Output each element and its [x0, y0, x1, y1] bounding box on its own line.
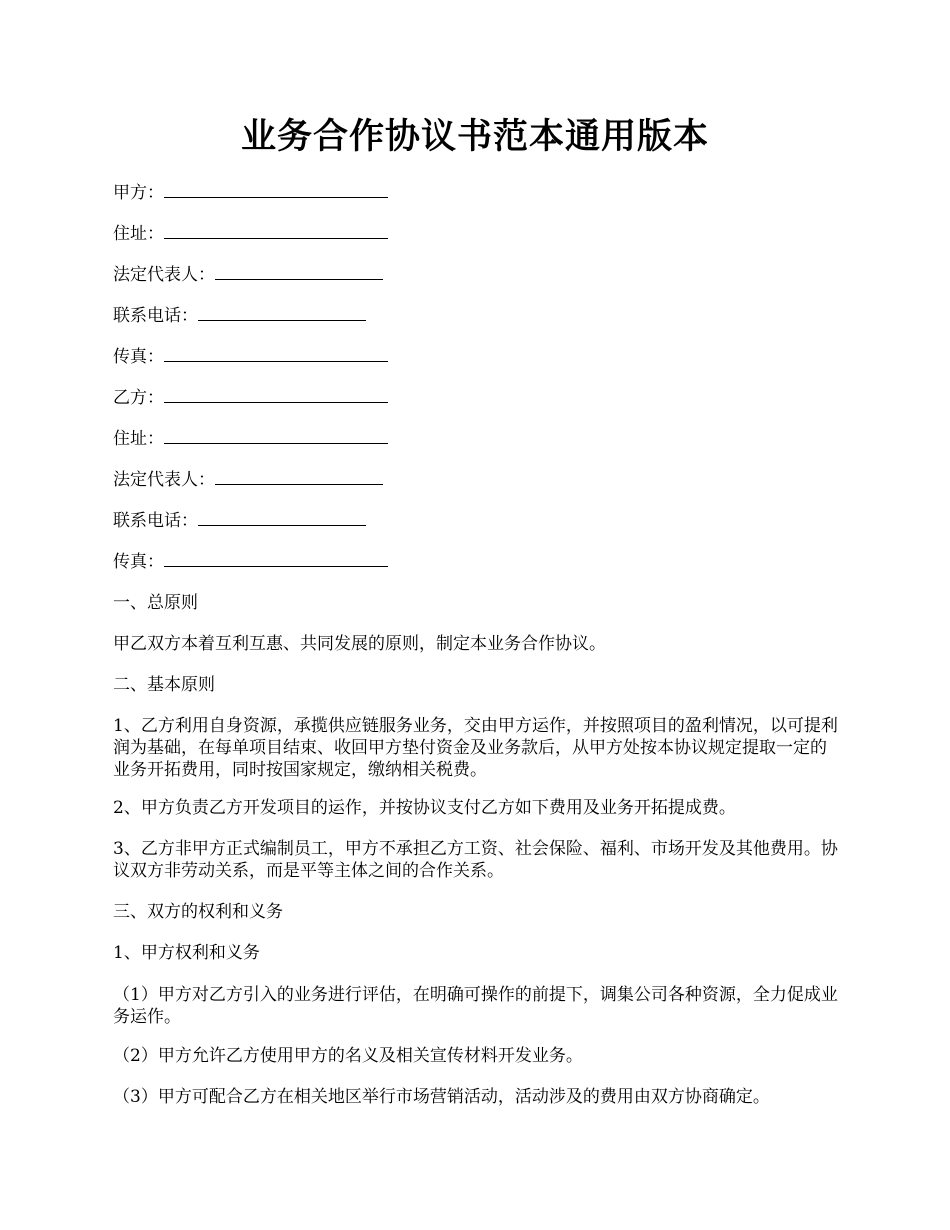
party-b-fax-field: [113, 550, 843, 573]
document-title: 业务合作协议书范本通用版本: [240, 116, 709, 157]
fill-blank: [164, 427, 388, 444]
basic-principle-2: 2、甲方负责乙方开发项目的运作，并按协议支付乙方如下费用及业务开拓提成费。: [113, 798, 736, 818]
fill-blank: [164, 345, 388, 362]
party-a-rights-heading: 1、甲方权利和义务: [113, 943, 260, 963]
field-label: 法定代表人：: [113, 470, 215, 490]
field-label: 传真：: [113, 552, 164, 572]
party-a-phone-field: [113, 304, 843, 327]
field-label: 传真：: [113, 347, 164, 367]
fill-blank: [198, 304, 366, 321]
field-label: 乙方：: [113, 388, 164, 408]
fill-blank: [164, 550, 388, 567]
party-a-name-field: [113, 181, 843, 204]
party-b-representative-field: [113, 468, 843, 491]
fill-blank: [215, 263, 383, 280]
basic-principle-3: 3、乙方非甲方正式编制员工，甲方不承担乙方工资、社会保险、福利、市场开发及其他费用。协议双方非劳动关系，而是平等主体之间的合作关系。: [113, 839, 838, 881]
party-a-rights-item-3: （3）甲方可配合乙方在相关地区举行市场营销活动，活动涉及的费用由双方协商确定。: [113, 1087, 770, 1107]
field-label: 联系电话：: [113, 511, 198, 531]
general-principle-text: 甲乙双方本着互利互惠、共同发展的原则，制定本业务合作协议。: [113, 634, 606, 654]
party-a-rights-item-2: （2）甲方允许乙方使用甲方的名义及相关宣传材料开发业务。: [113, 1046, 583, 1066]
party-a-rights-item-1: （1）甲方对乙方引入的业务进行评估，在明确可操作的前提下，调集公司各种资源，全力促成业务运作。: [113, 985, 838, 1027]
field-label: 联系电话：: [113, 306, 198, 326]
fill-blank: [164, 386, 388, 403]
field-label: 甲方：: [113, 183, 164, 203]
party-b-name-field: [113, 386, 843, 409]
party-b-address-field: [113, 427, 843, 450]
field-label: 住址：: [113, 429, 164, 449]
fill-blank: [164, 181, 388, 198]
field-label: 法定代表人：: [113, 265, 215, 285]
fill-blank: [198, 509, 366, 526]
section-heading-basic: 二、基本原则: [113, 675, 215, 695]
party-a-address-field: [113, 222, 843, 245]
party-a-fax-field: [113, 345, 843, 368]
section-heading-general: 一、总原则: [113, 593, 198, 613]
section-heading-rights: 三、双方的权利和义务: [113, 902, 283, 922]
field-label: 住址：: [113, 224, 164, 244]
basic-principle-1: 1、乙方利用自身资源，承揽供应链服务业务，交由甲方运作，并按照项目的盈利情况，以可提利润为基础，在每单项目结束、收回甲方垫付资金及业务款后，从甲方处按本协议规定提取一定的业务开拓费用，同时按国家规定，缴纳相关税费。: [113, 716, 838, 780]
party-a-representative-field: [113, 263, 843, 286]
fill-blank: [215, 468, 383, 485]
fill-blank: [164, 222, 388, 239]
party-b-phone-field: [113, 509, 843, 532]
